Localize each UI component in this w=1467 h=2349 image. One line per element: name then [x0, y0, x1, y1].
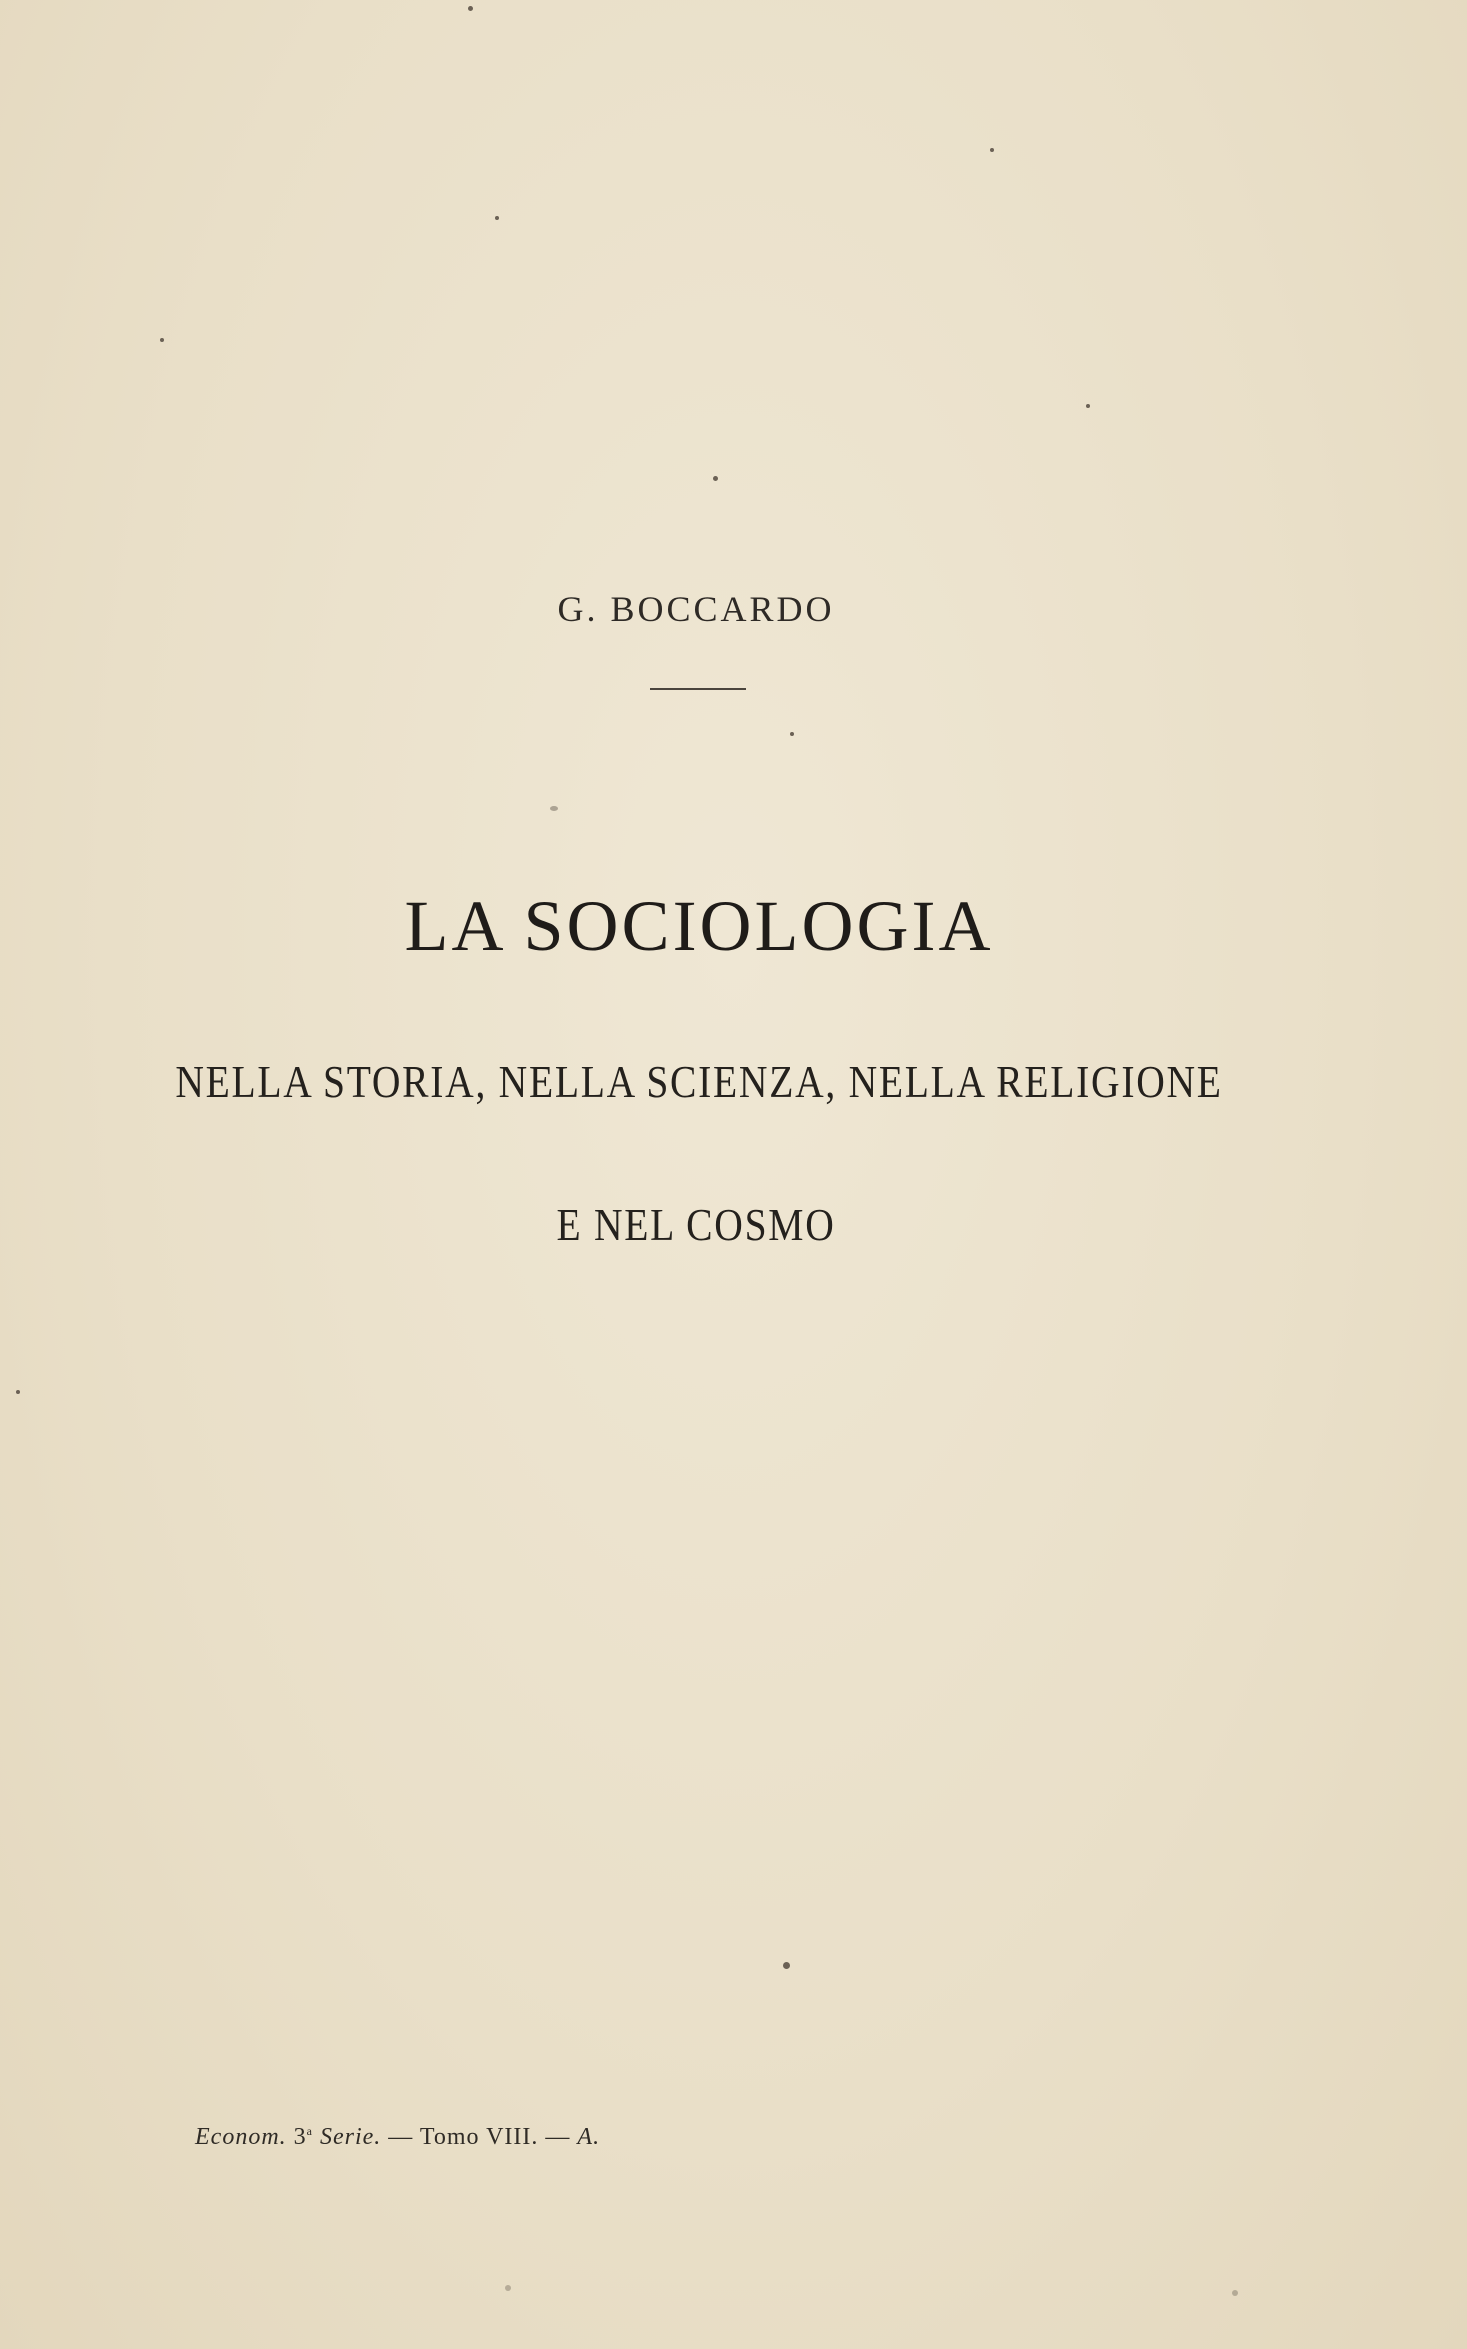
paper-speck	[16, 1390, 20, 1394]
divider-rule	[650, 688, 746, 690]
paper-speck	[160, 338, 164, 342]
footer-signature-letter: A.	[577, 2124, 601, 2150]
footer-journal: Econom.	[195, 2124, 287, 2150]
subtitle-line-1: NELLA STORIA, NELLA SCIENZA, NELLA RELIGIONE	[175, 1056, 1223, 1107]
footer-series-sup: a	[306, 2124, 313, 2138]
signature-footer	[195, 2124, 600, 2151]
paper-speck	[495, 216, 499, 220]
paper-speck	[505, 2285, 511, 2291]
author-name: G. BOCCARDO	[557, 589, 835, 629]
paper-speck	[790, 732, 794, 736]
paper-speck	[783, 1962, 790, 1969]
footer-dash-2: —	[545, 2124, 571, 2150]
subtitle-line-2: E NEL COSMO	[556, 1199, 836, 1250]
footer-series-label: Serie.	[319, 2124, 382, 2150]
paper-speck	[713, 476, 718, 481]
paper-speck	[468, 6, 473, 11]
paper-speck	[990, 148, 994, 152]
footer-volume: Tomo VIII.	[419, 2124, 539, 2150]
book-title: LA SOCIOLOGIA	[404, 886, 994, 966]
paper-speck	[1086, 404, 1090, 408]
footer-dash-1: —	[388, 2124, 414, 2150]
paper-speck	[1232, 2290, 1238, 2296]
footer-series-number: 3	[293, 2124, 307, 2150]
paper-speck	[550, 806, 558, 811]
